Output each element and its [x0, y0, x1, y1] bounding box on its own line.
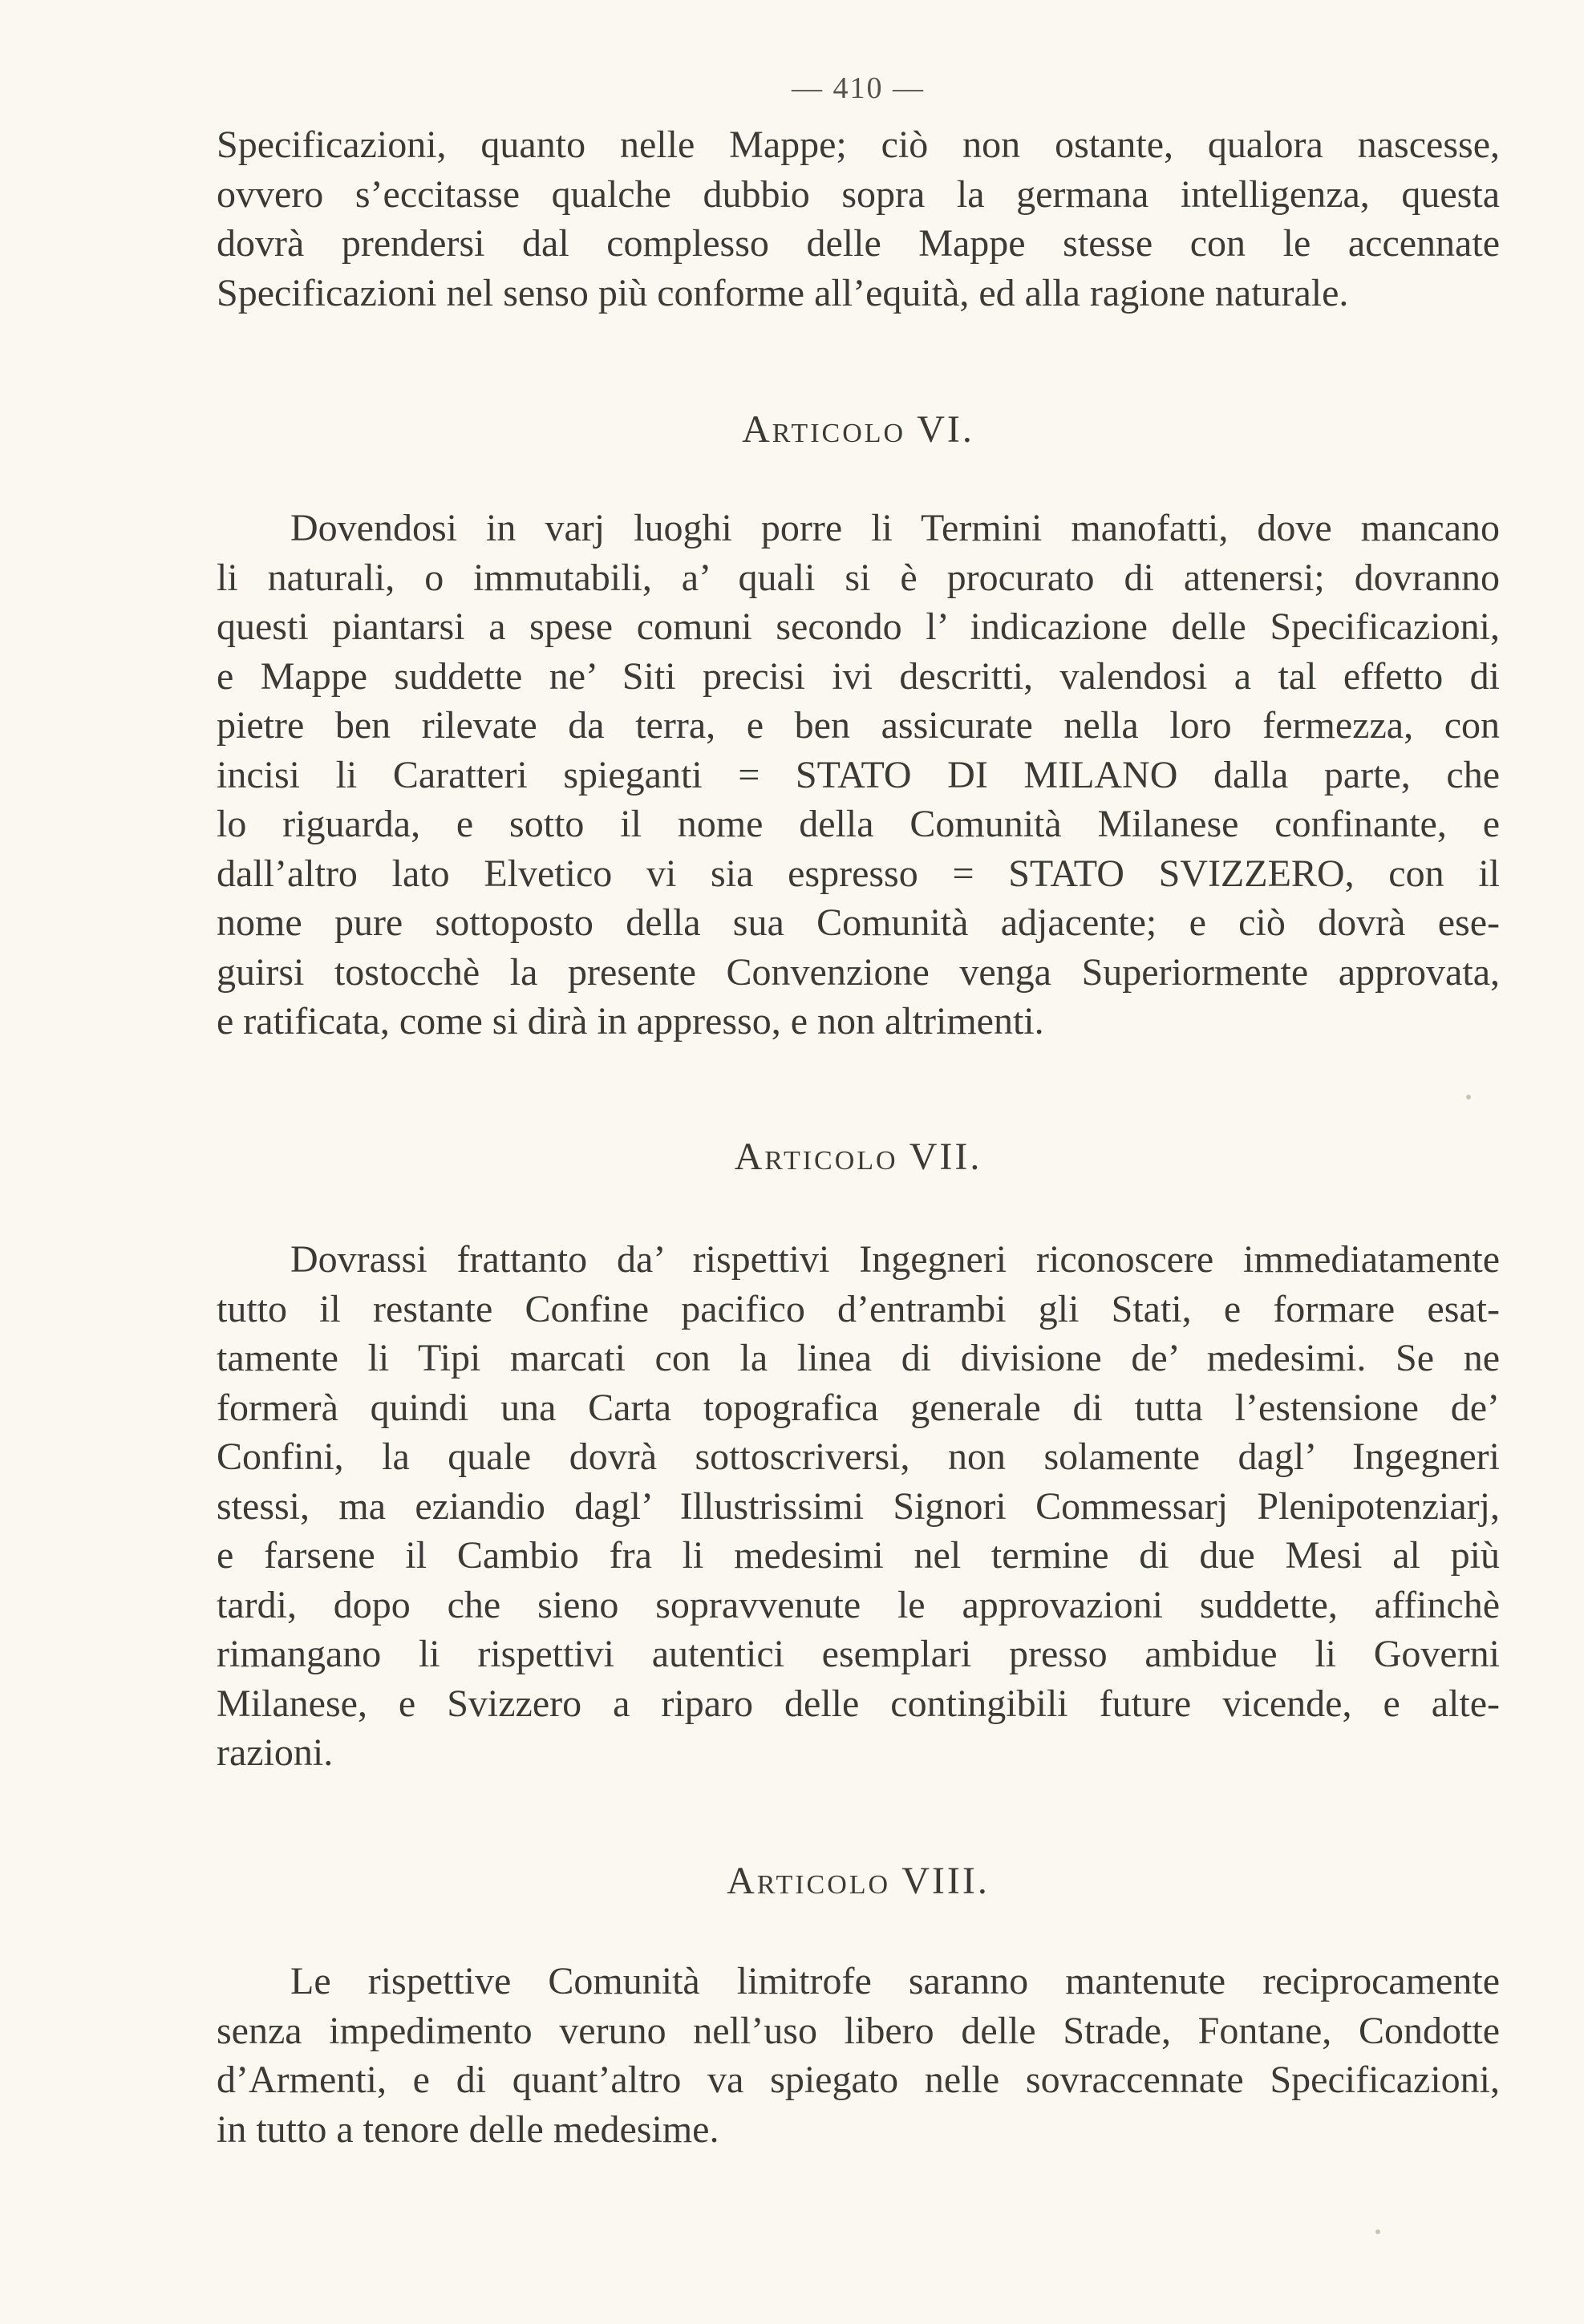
text-line: in tutto a tenore delle medesime. — [217, 2107, 719, 2151]
article-paragraph — [217, 1957, 1500, 2154]
text-line: Specificazioni nel senso più conforme all’equità, ed alla ragione naturale. — [217, 271, 1349, 314]
text-line: e ratificata, come si dirà in appresso, e non altrimenti. — [217, 1000, 1044, 1043]
text-line: dall’altro lato Elvetico vi sia espresso = STATO SVIZZERO, con il — [217, 852, 1500, 895]
article-heading: Articolo VIII. — [727, 1860, 990, 1902]
text-line: questi piantarsi a spese comuni secondo l’ indicazione delle Specificazioni, — [217, 605, 1500, 648]
text-line: tutto il restante Confine pacifico d’entrambi gli Stati, e formare esat- — [217, 1287, 1500, 1330]
text-line: e farsene il Cambio fra li medesimi nel termine di due Mesi al più — [217, 1534, 1500, 1577]
text-line: dovrà prendersi dal complesso delle Mappe stesse con le accennate — [217, 222, 1500, 265]
text-line: formerà quindi una Carta topografica generale di tutta l’estensione de’ — [217, 1386, 1500, 1429]
paragraph-continuation — [217, 120, 1500, 318]
text-line: rimangano li rispettivi autentici esemplari presso ambidue li Governi — [217, 1633, 1500, 1675]
text-line: guirsi tostocchè la presente Convenzione venga Superiormente approvata, — [217, 950, 1500, 994]
article-heading: Articolo VII. — [734, 1136, 982, 1178]
text-line: Le rispettive Comunità limitrofe saranno mantenute reciprocamente — [290, 1960, 1500, 2002]
text-line: Specificazioni, quanto nelle Mappe; ciò non ostante, qualora nascesse, — [217, 123, 1500, 166]
text-line: pietre ben rilevate da terra, e ben assicurate nella loro fermezza, con — [217, 704, 1500, 747]
text-line: Dovendosi in varj luoghi porre li Termini manofatti, dove mancano — [290, 507, 1500, 549]
text-line: senza impedimento veruno nell’uso libero delle Strade, Fontane, Condotte — [217, 2009, 1500, 2052]
text-line: nome pure sottoposto della sua Comunità adjacente; e ciò dovrà ese- — [217, 901, 1500, 944]
text-line: ovvero s’eccitasse qualche dubbio sopra la germana intelligenza, questa — [217, 172, 1500, 216]
text-line: li naturali, o immutabili, a’ quali si è procurato di attenersi; dovranno — [217, 556, 1500, 599]
article-heading: Articolo VI. — [742, 408, 974, 451]
paper-speck — [1375, 2229, 1380, 2234]
text-line: e Mappe suddette ne’ Siti precisi ivi descritti, valendosi a tal effetto di — [217, 654, 1500, 698]
article-paragraph — [217, 1235, 1500, 1778]
text-line: d’Armenti, e di quant’altro va spiegato nelle sovraccennate Specificazioni, — [217, 2059, 1500, 2101]
paper-speck — [1466, 1095, 1471, 1099]
text-line: Confini, la quale dovrà sottoscriversi, non solamente dagl’ Ingegneri — [217, 1435, 1500, 1478]
text-line: incisi li Caratteri spieganti = STATO DI MILANO dalla parte, che — [217, 753, 1500, 796]
text-line: lo riguarda, e sotto il nome della Comunità Milanese confinante, e — [217, 803, 1500, 845]
page-number: — 410 — — [792, 71, 925, 105]
text-line: stessi, ma eziandio dagl’ Illustrissimi Signori Commessarj Plenipotenziarj, — [217, 1484, 1500, 1528]
text-line: Milanese, e Svizzero a riparo delle contingibili future vicende, e alte- — [217, 1682, 1500, 1725]
text-line: tardi, dopo che sieno sopravvenute le approvazioni suddette, affinchè — [217, 1583, 1500, 1626]
text-line: Dovrassi frattanto da’ rispettivi Ingegneri riconoscere immediatamente — [290, 1238, 1500, 1281]
text-line: razioni. — [217, 1731, 334, 1774]
text-line: tamente li Tipi marcati con la linea di divisione de’ medesimi. Se ne — [217, 1337, 1500, 1379]
article-paragraph — [217, 504, 1500, 1047]
